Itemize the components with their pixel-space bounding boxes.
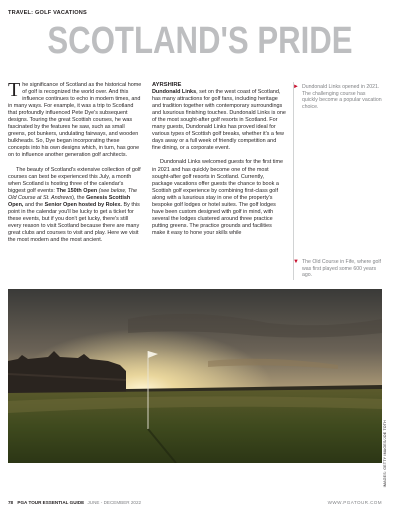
publication-name: PGA TOUR ESSENTIAL GUIDE — [17, 500, 85, 505]
photo-credit: IMAGES: GETTY IMAGES/JOE TOTH — [383, 420, 387, 488]
page-number: 78 — [8, 500, 14, 505]
caption-text: The Old Course in Fife, where golf was first played some 600 years ago. — [302, 259, 382, 279]
text-run: The beauty of Scotland's extensive collection of golf courses can best be experienced this July, a month when Scotland is hosting three of the calendar's biggest golf events: — [8, 166, 141, 194]
drop-cap: T — [8, 79, 21, 101]
text-run: (see below, — [97, 187, 128, 194]
caption-dundonald — [293, 84, 382, 110]
page-footer — [8, 500, 382, 505]
paragraph-intro — [8, 79, 142, 160]
page-title: SCOTLAND'S PRIDE — [47, 20, 353, 62]
text-run-italic: The Old Course at St. Andrews — [8, 187, 138, 201]
event-name-open: The 150th Open — [56, 187, 98, 194]
caption-text: Dundonald Links opened in 2021. The challenging course has quickly become a popular vacation choice. — [302, 84, 382, 110]
paragraph-events — [8, 167, 142, 245]
event-name-senior: Senior Open hosted by Rolex. — [44, 201, 122, 208]
paragraph-dundonald — [152, 89, 286, 152]
text-run: and the — [23, 201, 45, 208]
column-divider — [293, 82, 294, 280]
issue-date: JUNE - DECEMBER 2022 — [87, 500, 142, 505]
lead-bold: Dundonald Links — [152, 89, 197, 96]
triangle-marker-icon: ▼ — [293, 259, 299, 265]
article-column-2 — [152, 82, 286, 244]
triangle-marker-icon: ► — [293, 84, 299, 90]
text-run: , set on the west coast of Scotland, has many attractions for golf fans, including heritage and tradition together with contemporary surroundings and luxurious finishing touches. Dundonald Links is one of the most sought-after golf resorts in Scotland. For many guests, Dundonald Links has proved ideal for various types of Scottish golf breaks, whether it's a few days away or a full week of friendly competition and fine dining, or a corporate event. — [152, 89, 286, 152]
subhead-ayrshire: AYRSHIRE — [152, 82, 182, 88]
event-name-genesis: Genesis Scottish Open, — [8, 194, 131, 208]
website-link[interactable]: WWW.PGATOUR.COM — [327, 500, 382, 505]
golf-course-photo — [8, 289, 382, 463]
paragraph-intro-text: he significance of Scotland as the historical home of golf is recognized the world over. And this influence continues to echo in modern times, and in many ways. For example, it was a trip to Scotland that profoundly influenced Pete Dye's subsequent designs. Touring the great Scottish courses, he was fascinated by the features he saw, such as small greens, pot bunkers, undulating fairways, and wooden bulkheads. So, Dye began incorporating these concepts into his own designs which, in turn, has gone on to influence another generation golf architects. — [8, 82, 142, 159]
caption-old-course — [293, 259, 382, 279]
text-run: ), the — [72, 194, 87, 201]
sunset-golf-course-image — [8, 289, 382, 463]
article-column-1 — [8, 79, 142, 251]
paragraph-dundonald-2: Dundonald Links welcomed guests for the first time in 2021 and has quickly become one of the most sought-after golf resorts in Scotland. Currently, package vacations offer guests the chance to book a Scottish golf experience by combining first-class golf along with a luxurious stay in one of the property's bespoke golf lodges or hotel suites. The golf lodges have been custom designed with golf in mind, with several the lodges clustered around three practice putting greens. The practice grounds and facilities make it easy to hone your skills while — [152, 159, 284, 236]
text-run: By this point in the calendar you'll be lucky to get a ticket for these events, but if you don't get lucky, there's still every reason to visit Scotland because there are many great clubs and courses to visit and play. Here we visit the most modern and the most ancient. — [8, 201, 140, 243]
section-tag: TRAVEL: GOLF VACATIONS — [8, 10, 87, 16]
